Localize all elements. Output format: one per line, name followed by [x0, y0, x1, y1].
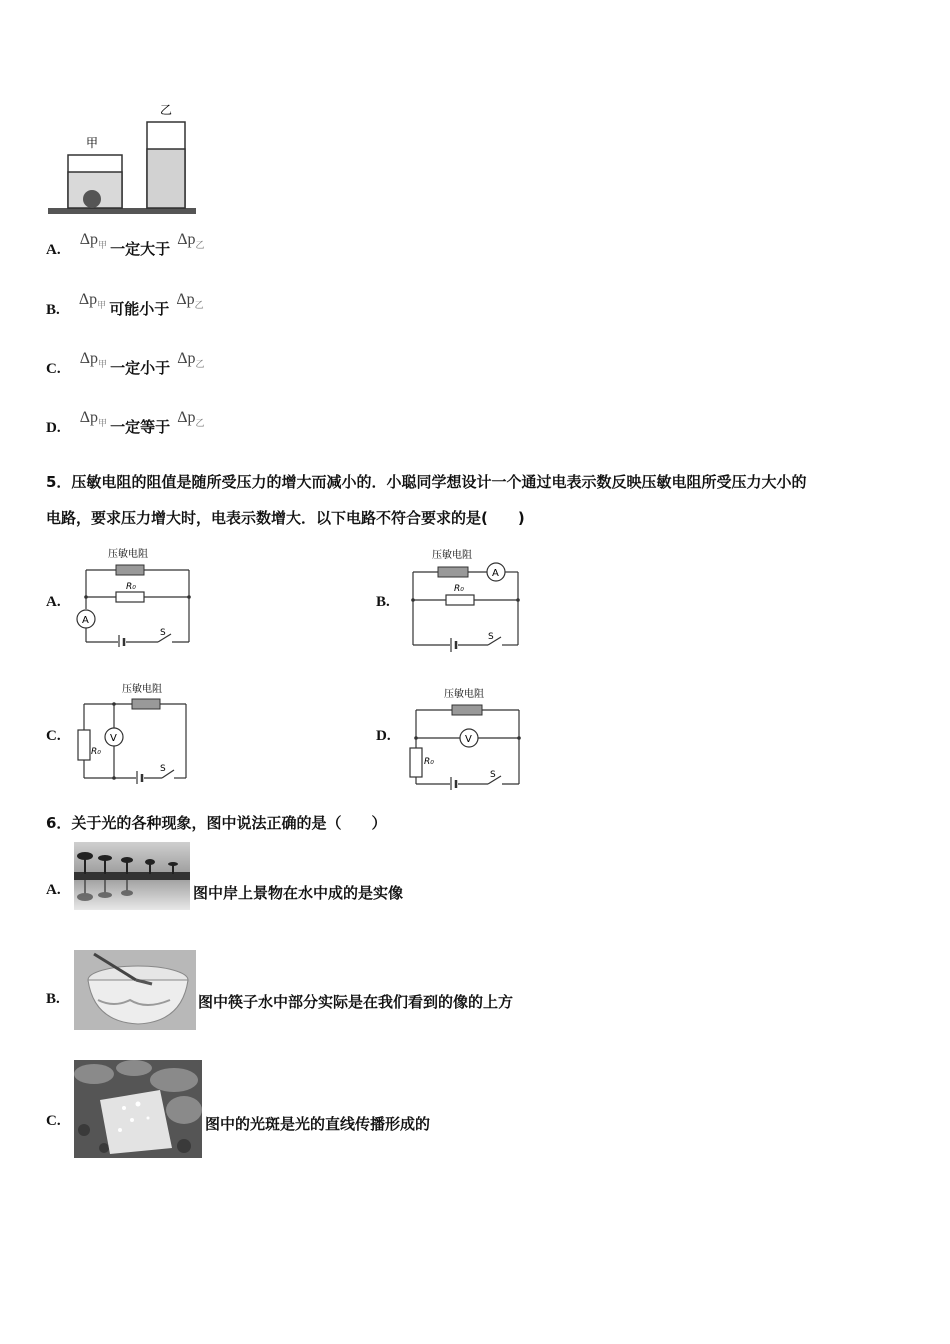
r0-label: R₀: [454, 584, 464, 594]
q6-option-a-text: 图中岸上景物在水中成的是实像: [193, 884, 404, 902]
q5-option-c-letter[interactable]: C.: [46, 728, 61, 744]
q5-option-d-letter[interactable]: D.: [376, 728, 391, 744]
q4-option-c[interactable]: [46, 350, 205, 380]
q5-stem: [46, 464, 906, 536]
resistor-label: 压敏电阻: [108, 549, 148, 560]
delta-p: Δp: [177, 409, 196, 426]
q4-option-b[interactable]: [46, 291, 204, 321]
r0-label: R₀: [424, 757, 434, 767]
q6-stem: 6．关于光的各种现象，图中说法正确的是（ ）: [46, 814, 387, 832]
q4-option-a[interactable]: [46, 231, 205, 261]
ammeter-label: A: [82, 615, 89, 626]
sub-left: 甲: [97, 360, 107, 371]
q6-option-c-letter[interactable]: C.: [46, 1113, 61, 1129]
label-jia: 甲: [86, 136, 99, 150]
delta-p: Δp: [79, 350, 98, 367]
switch-label: S: [488, 632, 494, 642]
resistor-label: 压敏电阻: [122, 684, 162, 695]
r0-label: R₀: [126, 582, 136, 592]
resistor-label: 压敏电阻: [432, 550, 472, 561]
q6-option-c-text: 图中的光斑是光的直线传播形成的: [205, 1115, 431, 1133]
q4-option-d[interactable]: [46, 409, 205, 439]
relation-text: 可能小于: [109, 300, 170, 318]
q6-option-b-letter[interactable]: B.: [46, 991, 60, 1007]
q5-line2: 电路，要求压力增大时，电表示数增大．以下电路不符合要求的是( ): [46, 509, 525, 527]
sub-right: 乙: [195, 360, 205, 371]
delta-p: Δp: [177, 350, 196, 367]
delta-p: Δp: [79, 231, 98, 248]
sub-right: 乙: [195, 419, 205, 430]
switch-label: S: [490, 770, 496, 780]
containers-figure: [44, 100, 204, 222]
option-letter: B.: [46, 302, 60, 318]
circuit-d: [404, 684, 526, 790]
q6-option-b-text: 图中筷子水中部分实际是在我们看到的像的上方: [198, 993, 514, 1011]
r0-label: R₀: [91, 747, 101, 757]
resistor-label: 压敏电阻: [444, 689, 484, 700]
delta-p: Δp: [78, 291, 98, 308]
sub-left: 甲: [97, 419, 107, 430]
circuit-b: [408, 545, 526, 653]
relation-text: 一定等于: [110, 418, 171, 436]
voltmeter-label: V: [465, 734, 472, 745]
reflection-photo: [74, 842, 190, 910]
sub-left: 甲: [97, 241, 107, 252]
delta-p: Δp: [176, 291, 195, 308]
relation-text: 一定大于: [110, 240, 171, 258]
switch-label: S: [160, 764, 166, 774]
q6-option-a-letter[interactable]: A.: [46, 882, 61, 898]
circuit-c: [74, 680, 196, 784]
relation-text: 一定小于: [110, 359, 171, 377]
q5-option-b-letter[interactable]: B.: [376, 594, 390, 610]
light-spot-photo: [74, 1060, 202, 1158]
switch-label: S: [160, 628, 166, 638]
delta-p: Δp: [177, 231, 196, 248]
sub-left: 甲: [97, 301, 107, 312]
option-letter: C.: [46, 361, 61, 377]
ammeter-label: A: [492, 568, 499, 579]
sub-right: 乙: [195, 241, 205, 252]
q5-option-a-letter[interactable]: A.: [46, 594, 61, 610]
voltmeter-label: V: [110, 733, 117, 744]
option-letter: D.: [46, 420, 61, 436]
q5-line1: 5．压敏电阻的阻值是随所受压力的增大而减小的．小聪同学想设计一个通过电表示数反映压敏电阻所受压力大小的: [46, 473, 807, 491]
delta-p: Δp: [79, 409, 98, 426]
option-letter: A.: [46, 242, 61, 258]
label-yi: 乙: [160, 103, 173, 117]
circuit-a: [74, 545, 194, 647]
sub-right: 乙: [194, 301, 204, 312]
chopsticks-bowl-photo: [74, 950, 196, 1030]
